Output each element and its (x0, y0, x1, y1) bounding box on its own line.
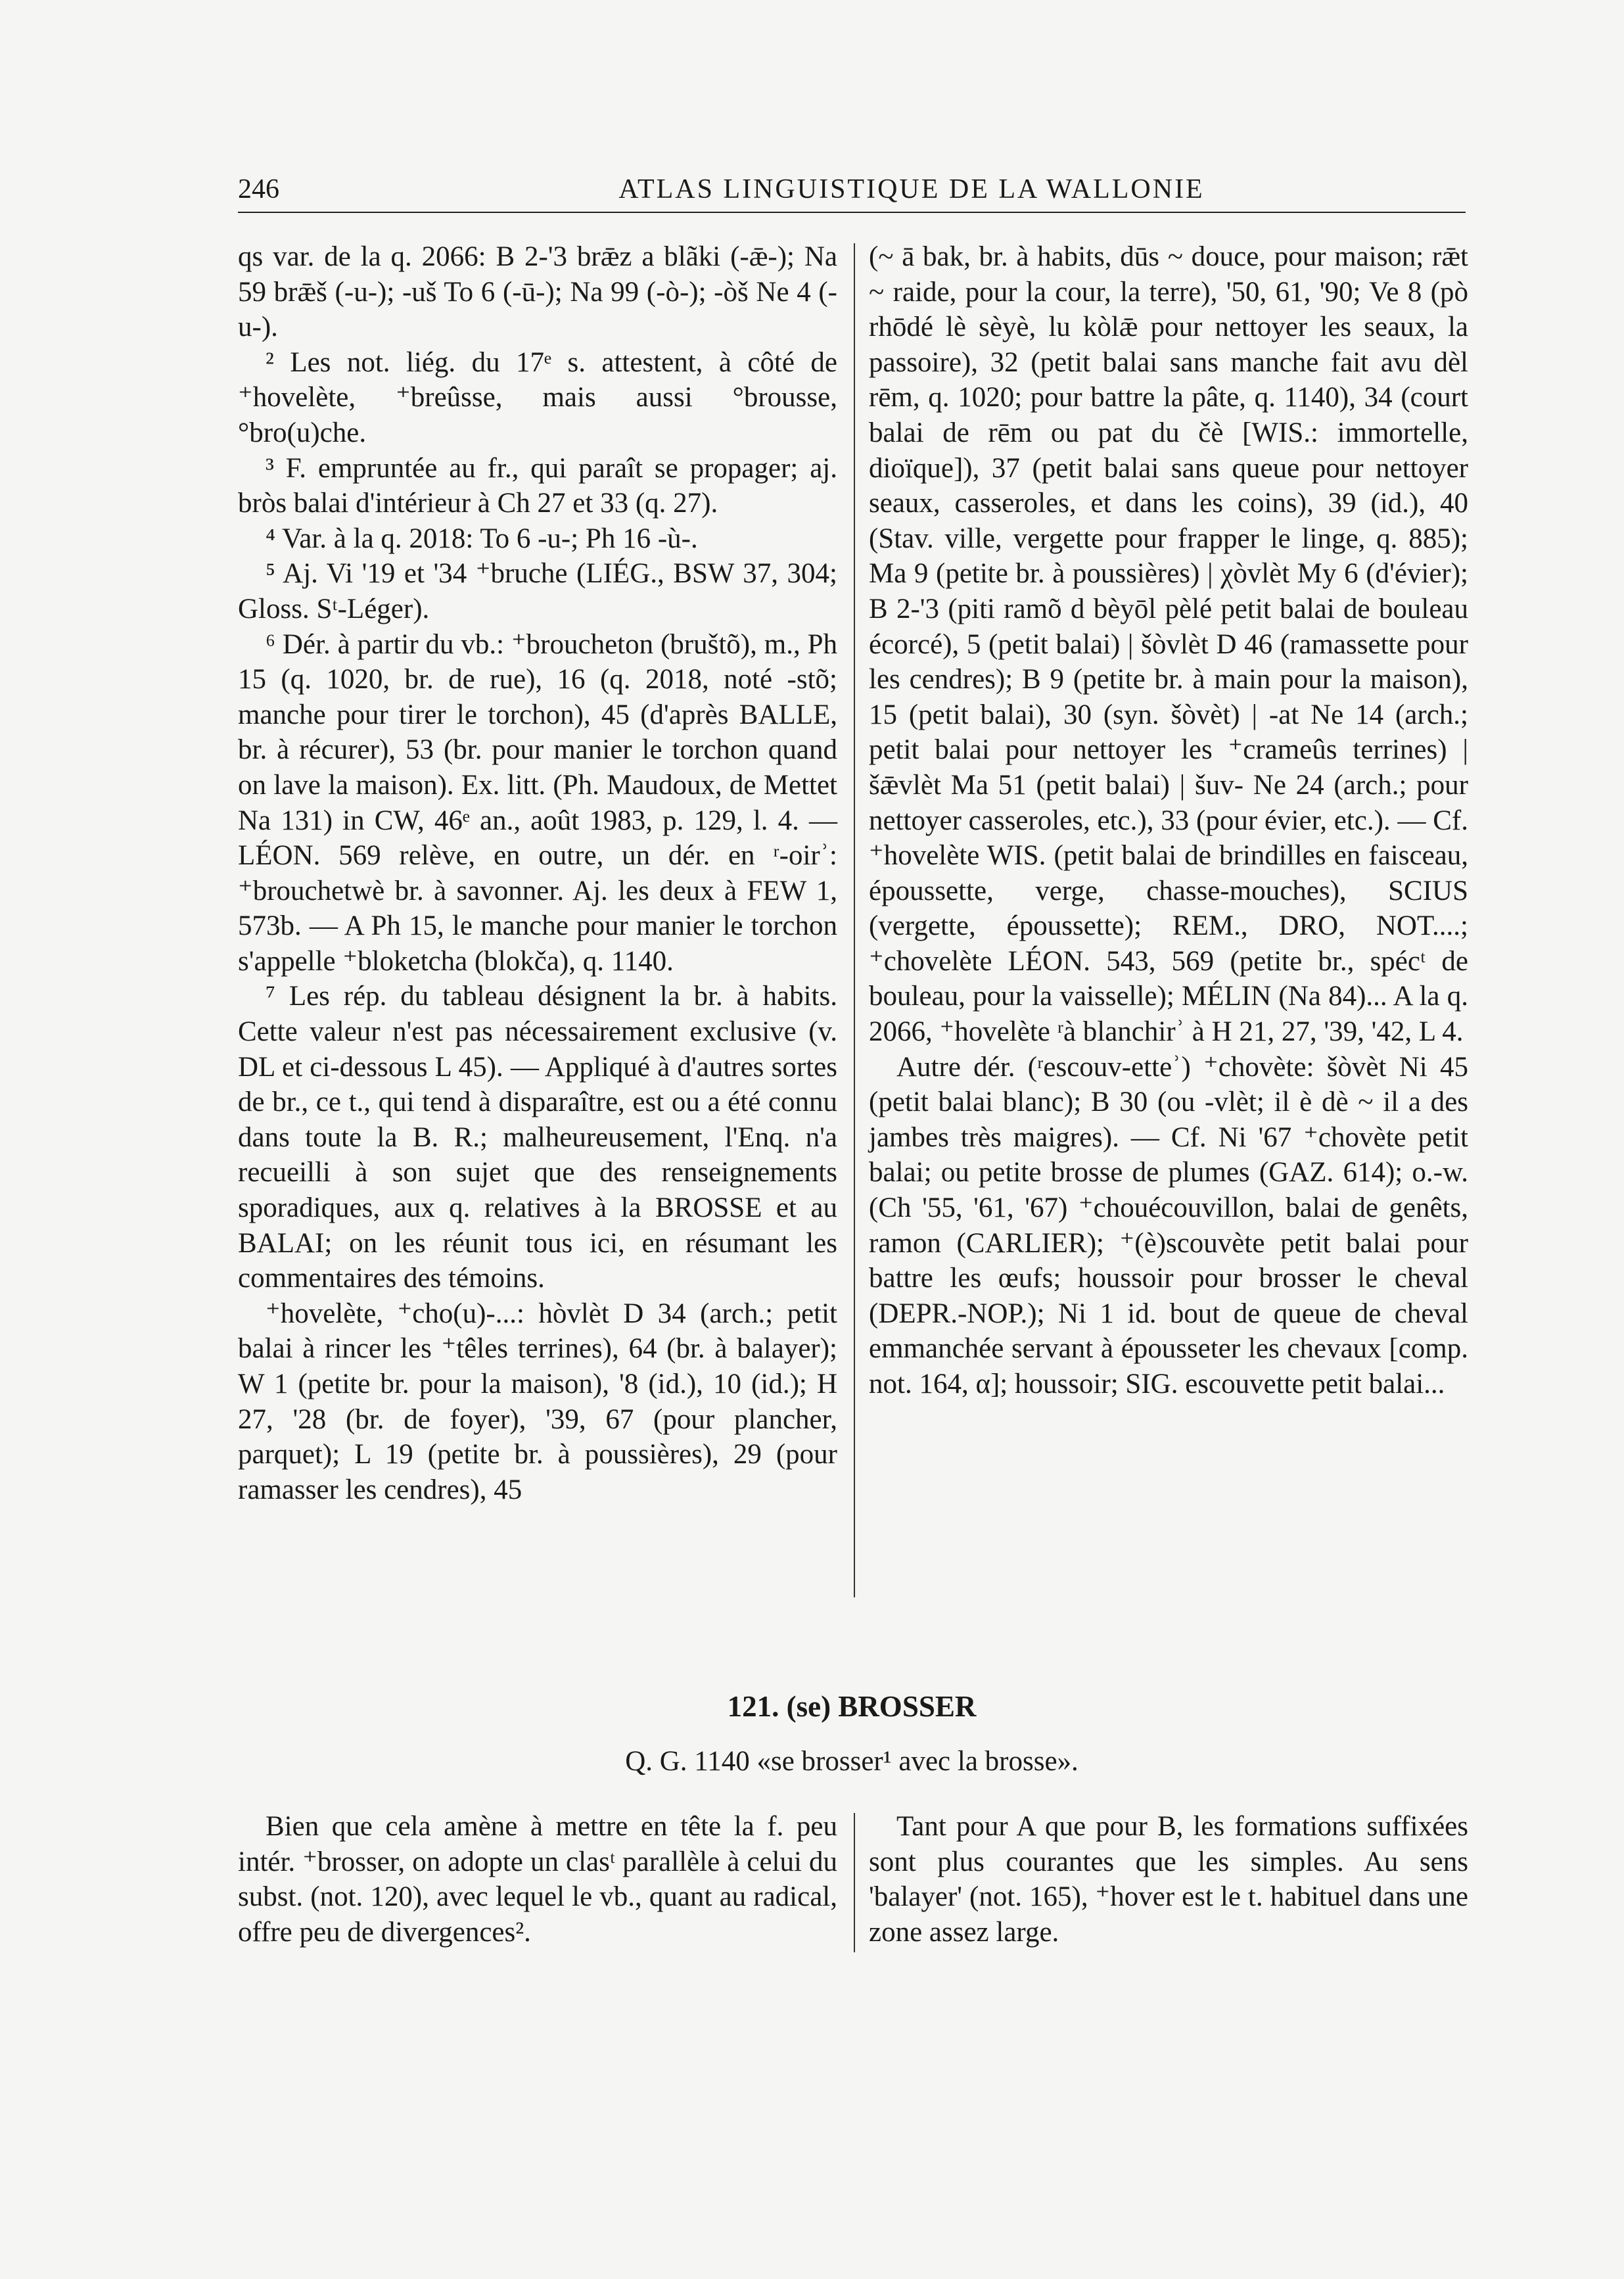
section-right-column (869, 1809, 1468, 1950)
footnote-4: ⁴ Var. à la q. 2018: To 6 -u-; Ph 16 -ù-. (266, 523, 698, 554)
section-left-column (238, 1809, 837, 1950)
page-number: 246 (238, 174, 279, 204)
left-column (238, 239, 837, 1507)
section-subtitle: Q. G. 1140 «se brosser¹ avec la brosse». (625, 1746, 1079, 1777)
footnote-5: ⁵ Aj. Vi '19 et '34 ⁺bruche (LIÉG., BSW 37, 304; Gloss. Sᵗ-Léger). (238, 558, 837, 624)
right-paragraph: (~ ā bak, br. à habits, dūs ~ douce, pour maison; rǣt ~ raide, pour la cour, la terre), '50, 61, '90; Ve 8 (pò rhōdé lè sèyè, lu kòlǣ pour nettoyer les seaux, la passoire), 32 (petit balai sans manche fait avu dèl rēm, q. 1020; pour battre la pâte, q. 1140), 34 (court balai de rēm ou pat du čè [WIS.: immortelle, dioïque]), 37 (petit balai sans queue pour nettoyer seaux, casseroles, et dans les coins), 39 (id.), 40 (Stav. ville, vergette pour frapper le linge, q. 885); Ma 9 (petite br. à poussières) | χòvlèt My 6 (d'évier); B 2-'3 (piti ramõ d bèyōl pèlé petit balai de bouleau écorcé), 5 (petit balai) | šòvlèt D 46 (ramassette pour les cendres); B 9 (petite br. à main pour la maison), 15 (petit balai), 30 (syn. šòvèt) | -at Ne 14 (arch.; petit balai pour nettoyer les ⁺crameûs terrines) | šǣvlèt Ma 51 (petit balai) | šuv- Ne 24 (arch.; pour nettoyer casseroles, etc.), 33 (pour évier, etc.). — Cf. ⁺hovelète WIS. (petit balai de brindilles en faisceau, époussette, verge, chasse-mouches), SCIUS (vergette, époussette); REM., DRO, NOT....; ⁺chovelète LÉON. 543, 569 (petite br., spécᵗ de bouleau, pour la vaisselle); MÉLIN (Na 84)... A la q. 2066, ⁺hovelète ʳà blanchirʾ à H 21, 27, '39, '42, L 4. (869, 241, 1468, 1048)
section-right-text: Tant pour A que pour B, les formations suffixées sont plus courantes que les simples. Au sens 'balayer' (not. 165), ⁺hover est le t. habituel dans une zone assez large. (869, 1811, 1468, 1948)
footnote-6: ⁶ Dér. à partir du vb.: ⁺broucheton (bruštõ), m., Ph 15 (q. 1020, br. de rue), 16 (q. 2018, noté -stõ; manche pour tirer le torchon), 45 (d'après BALLE, br. à récurer), 53 (br. pour manier le torchon quand on lave la maison). Ex. litt. (Ph. Maudoux, de Mettet Na 131) in CW, 46ᵉ an., août 1983, p. 129, l. 4. — LÉON. 569 relève, en outre, un dér. en ʳ-oirʾ: ⁺brouchetwè br. à savonner. Aj. les deux à FEW 1, 573b. — A Ph 15, le manche pour manier le torchon s'appelle ⁺bloketcha (blokča), q. 1140. (238, 628, 837, 977)
right-column (869, 239, 1468, 1402)
running-title: ATLAS LINGUISTIQUE DE LA WALLONIE (618, 174, 1205, 204)
hovelete-entry: ⁺hovelète, ⁺cho(u)-...: hòvlèt D 34 (arch.; petit balai à rincer les ⁺têles terrines), 64 (br. à balayer); W 1 (petite br. pour la maison), '8 (id.), 10 (id.); H 27, '28 (br. de foyer), '39, 67 (pour plancher, parquet); L 19 (petite br. à poussières), 29 (pour ramasser les cendres), 45 (238, 1298, 837, 1505)
left-paragraph: qs var. de la q. 2066: B 2-'3 brǣz a blãki (-ǣ-); Na 59 brǣš (-u-); -uš To 6 (-ū-); Na 99 (-ò-); -òš Ne 4 (-u-). (238, 241, 837, 343)
section-column-divider (854, 1813, 855, 1952)
footnote-2: ² Les not. liég. du 17ᵉ s. attestent, à côté de ⁺hovelète, ⁺breûsse, mais aussi °brousse, °bro(u)che. (238, 346, 837, 448)
column-divider (854, 243, 855, 1597)
header-rule (238, 212, 1466, 213)
section-left-text: Bien que cela amène à mettre en tête la f. peu intér. ⁺brosser, on adopte un clasᵗ parallèle à celui du subst. (not. 120), avec lequel le vb., quant au radical, offre peu de divergences². (238, 1811, 837, 1948)
footnote-3: ³ F. empruntée au fr., qui paraît se propager; aj. bròs balai d'intérieur à Ch 27 et 33 (q. 27). (238, 452, 837, 519)
chovete-entry: Autre dér. (ʳescouv-etteʾ) ⁺chovète: šòvèt Ni 45 (petit balai blanc); B 30 (ou -vlèt; il è dè ~ il a des jambes très maigres). — Cf. Ni '67 ⁺chovète petit balai; ou petite brosse de plumes (GAZ. 614); o.-w. (Ch '55, '61, '67) ⁺chouécouvillon, balai de genêts, ramon (CARLIER); ⁺(è)scouvète petit balai pour battre les œufs; houssoir pour brosser le cheval (DEPR.-NOP.); Ni 1 id. bout de queue de cheval emmanchée servant à épousseter les chevaux [comp. not. 164, α]; houssoir; SIG. escouvette petit balai... (869, 1051, 1468, 1399)
footnote-7: ⁷ Les rép. du tableau désignent la br. à habits. Cette valeur n'est pas nécessairement exclusive (v. DL et ci-dessous L 45). — Appliqué à d'autres sortes de br., ce t., qui tend à disparaître, est ou a été connu dans toute la B. R.; malheureusement, l'Enq. n'a recueilli à son sujet que des renseignements sporadiques, aux q. relatives à la BROSSE et au BALAI; on les réunit tous ici, en résumant les commentaires des témoins. (238, 981, 837, 1294)
section-title: 121. (se) BROSSER (727, 1690, 977, 1723)
running-header (238, 170, 1466, 209)
